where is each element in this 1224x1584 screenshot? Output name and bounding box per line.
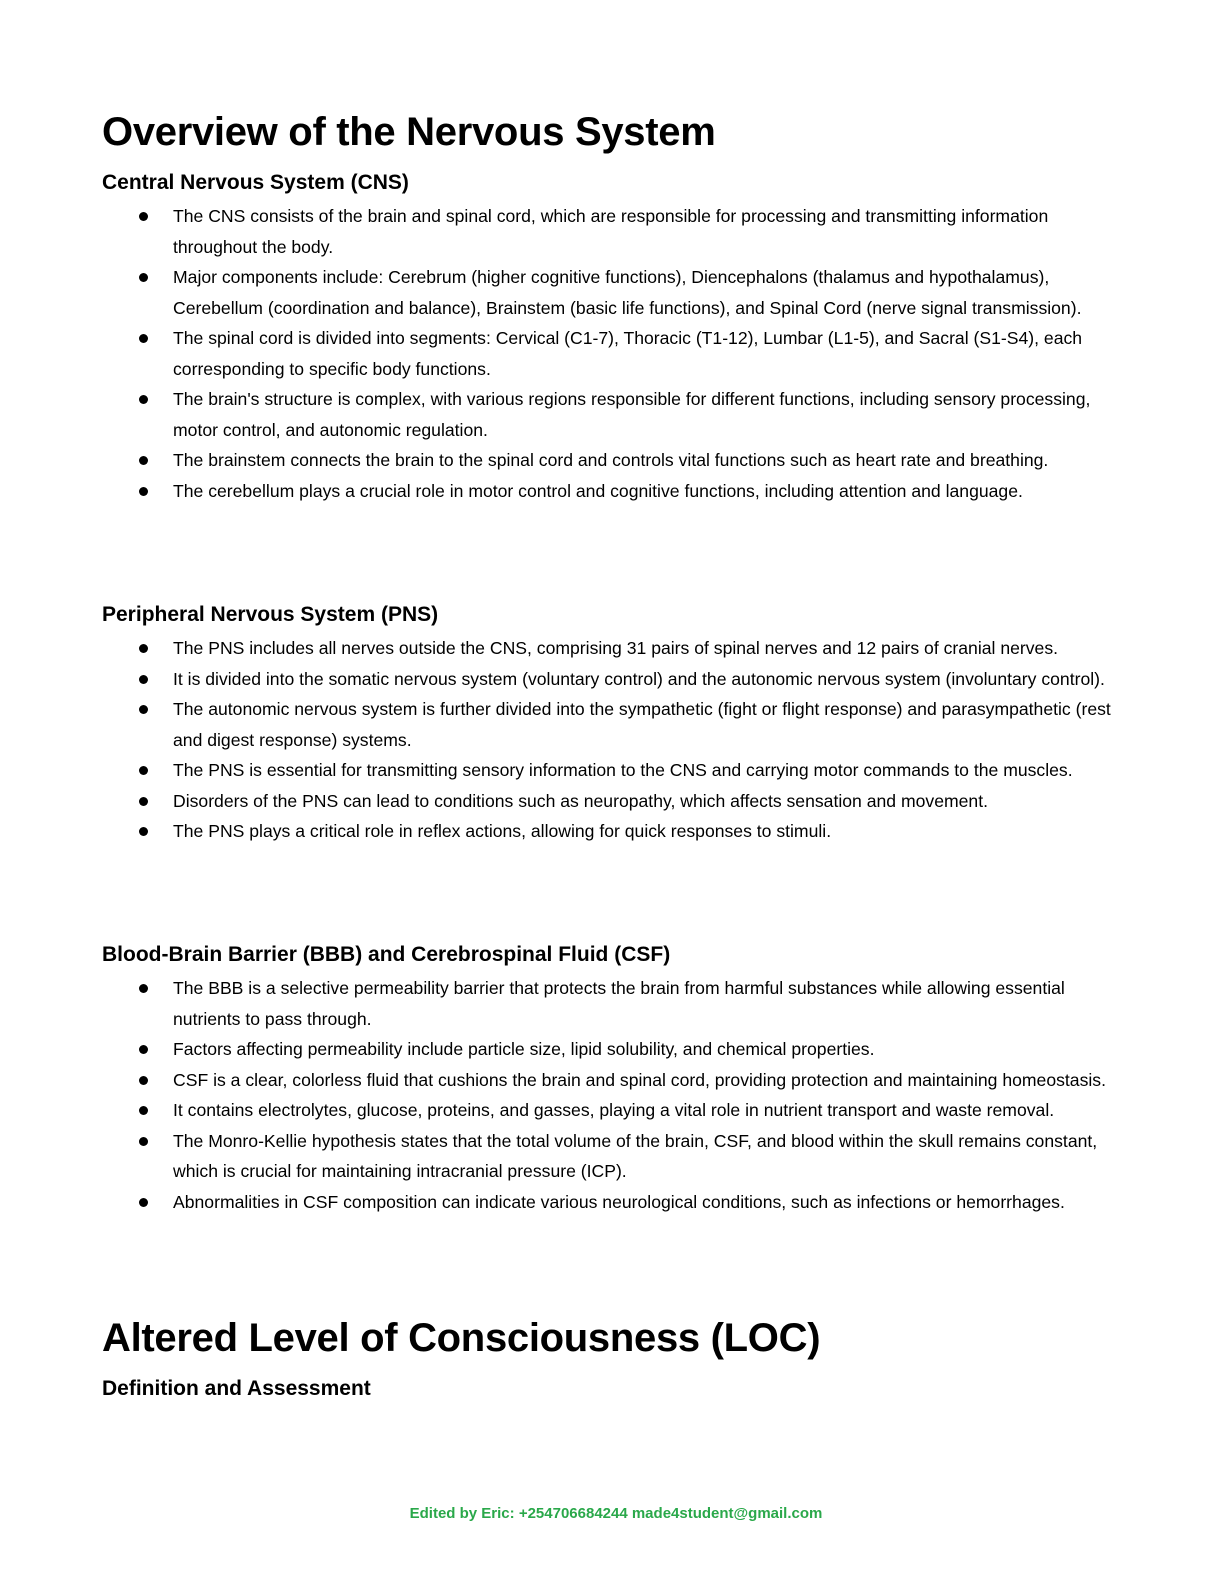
pns-list	[102, 633, 1122, 847]
heading-definition-assessment: Definition and Assessment	[102, 1377, 371, 1400]
bullet-icon	[139, 212, 148, 221]
bullet-icon	[139, 705, 148, 714]
bullet-icon	[139, 334, 148, 343]
bullet-icon	[139, 1076, 148, 1085]
bullet-icon	[139, 395, 148, 404]
list-item: The Monro-Kellie hypothesis states that the total volume of the brain, CSF, and blood within the skull remains constant, which is crucial for maintaining intracranial pressure (ICP).	[102, 1126, 1122, 1187]
list-item: The CNS consists of the brain and spinal cord, which are responsible for processing and transmitting information throughout the body.	[102, 201, 1122, 262]
list-item: It is divided into the somatic nervous system (voluntary control) and the autonomic nervous system (involuntary control).	[102, 664, 1122, 695]
list-item: The cerebellum plays a crucial role in motor control and cognitive functions, including attention and language.	[102, 476, 1122, 507]
list-item: The spinal cord is divided into segments: Cervical (C1-7), Thoracic (T1-12), Lumbar (L1-5), and Sacral (S1-S4), each corresponding to specific body functions.	[102, 323, 1122, 384]
cns-list	[102, 201, 1122, 506]
bullet-icon	[139, 766, 148, 775]
bullet-icon	[139, 1106, 148, 1115]
list-item: The brainstem connects the brain to the spinal cord and controls vital functions such as heart rate and breathing.	[102, 445, 1122, 476]
bullet-icon	[139, 797, 148, 806]
list-item: Factors affecting permeability include particle size, lipid solubility, and chemical properties.	[102, 1034, 1122, 1065]
heading-bbb-csf: Blood-Brain Barrier (BBB) and Cerebrospinal Fluid (CSF)	[102, 943, 671, 966]
list-item: Disorders of the PNS can lead to conditions such as neuropathy, which affects sensation and movement.	[102, 786, 1122, 817]
list-item: Major components include: Cerebrum (higher cognitive functions), Diencephalons (thalamus and hypothalamus), Cerebellum (coordination and balance), Brainstem (basic life functions), and Spinal Cord (nerve signal transmission).	[102, 262, 1122, 323]
list-item: The BBB is a selective permeability barrier that protects the brain from harmful substances while allowing essential nutrients to pass through.	[102, 973, 1122, 1034]
bullet-icon	[139, 984, 148, 993]
list-item: The brain's structure is complex, with various regions responsible for different functions, including sensory processing, motor control, and autonomic regulation.	[102, 384, 1122, 445]
list-item: Abnormalities in CSF composition can indicate various neurological conditions, such as infections or hemorrhages.	[102, 1187, 1122, 1218]
bullet-icon	[139, 827, 148, 836]
list-item: The PNS plays a critical role in reflex actions, allowing for quick responses to stimuli.	[102, 816, 1122, 847]
bullet-icon	[139, 1045, 148, 1054]
list-item: CSF is a clear, colorless fluid that cushions the brain and spinal cord, providing protection and maintaining homeostasis.	[102, 1065, 1122, 1096]
bullet-icon	[139, 1198, 148, 1207]
bullet-icon	[139, 487, 148, 496]
list-item: The autonomic nervous system is further divided into the sympathetic (fight or flight response) and parasympathetic (rest and digest response) systems.	[102, 694, 1122, 755]
heading-pns: Peripheral Nervous System (PNS)	[102, 603, 439, 626]
bbb-list	[102, 973, 1122, 1217]
list-item: The PNS is essential for transmitting sensory information to the CNS and carrying motor commands to the muscles.	[102, 755, 1122, 786]
heading-loc: Altered Level of Consciousness (LOC)	[102, 1316, 821, 1360]
heading-overview: Overview of the Nervous System	[102, 110, 716, 154]
bullet-icon	[139, 273, 148, 282]
bullet-icon	[139, 1137, 148, 1146]
bullet-icon	[139, 456, 148, 465]
list-item: The PNS includes all nerves outside the CNS, comprising 31 pairs of spinal nerves and 12 pairs of cranial nerves.	[102, 633, 1122, 664]
list-item: It contains electrolytes, glucose, proteins, and gasses, playing a vital role in nutrient transport and waste removal.	[102, 1095, 1122, 1126]
heading-cns: Central Nervous System (CNS)	[102, 171, 409, 194]
bullet-icon	[139, 675, 148, 684]
bullet-icon	[139, 644, 148, 653]
footer-edited-by: Edited by Eric: +254706684244 made4student@gmail.com	[409, 1505, 823, 1522]
